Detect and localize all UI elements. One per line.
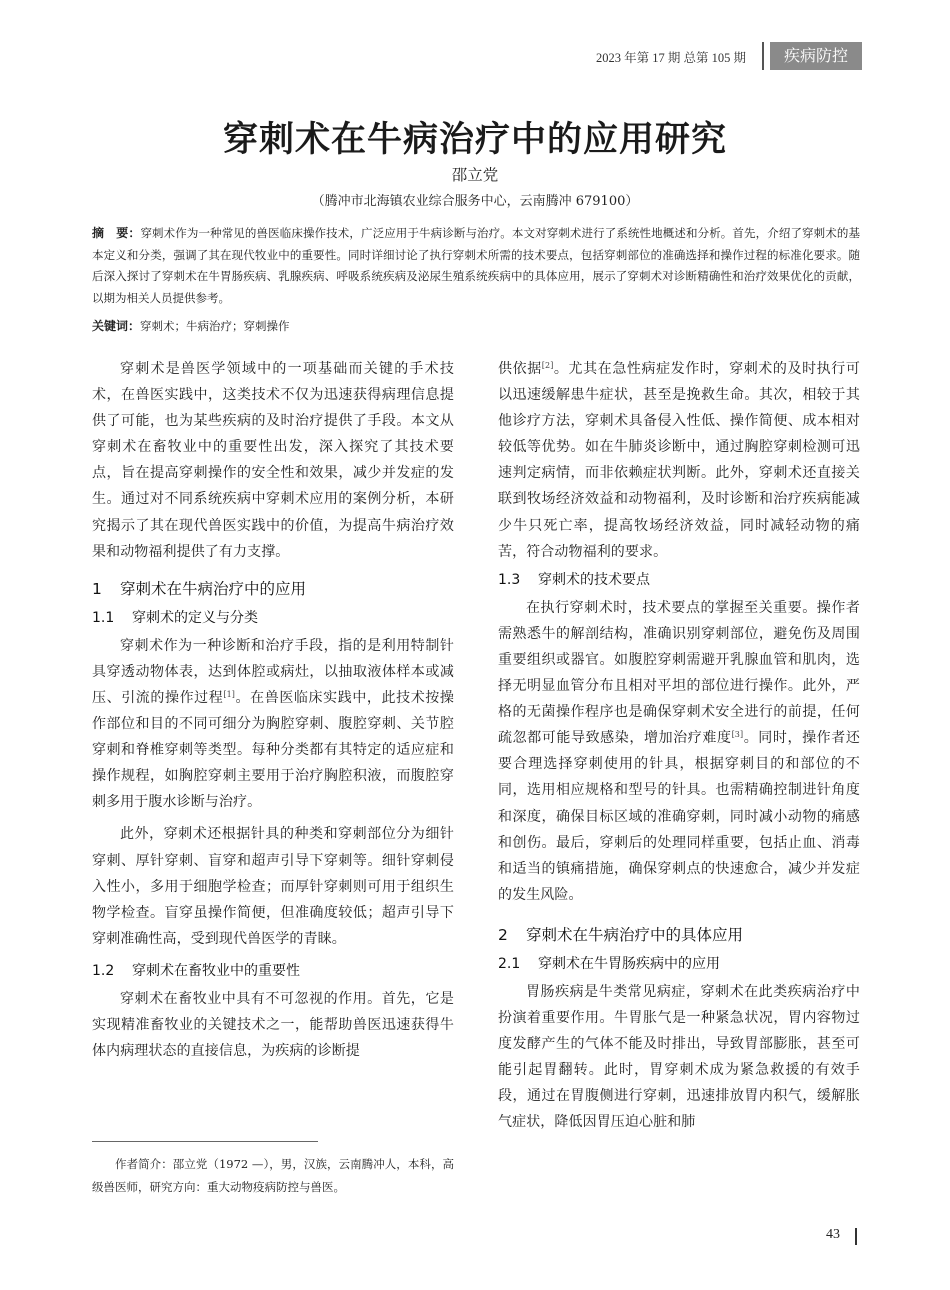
author-name: 邵立党 [451, 166, 499, 184]
footnote-divider [92, 1141, 318, 1142]
citation-ref: [2] [541, 361, 554, 370]
paragraph-text: 。在兽医临床实践中，此技术按操作部位和目的不同可细分为胸腔穿刺、腹腔穿刺、关节腔穿刺和脊椎穿刺等类型。每种分类都有其特定的适应症和操作规程，如胸腔穿刺主要用于治疗胸腔积液，而腹腔穿刺多用于腹水诊断与治疗。 [92, 689, 455, 811]
section-number: 1.3 [498, 571, 521, 588]
keywords-text: 穿刺术；牛病治疗；穿刺操作 [140, 319, 290, 333]
paragraph-text: 。同时，操作者还要合理选择穿刺使用的针具，根据穿刺目的和部位的不同，选用相应规格和型号的针具。也需精确控制进针角度和深度，确保目标区域的准确穿刺，同时减小动物的痛感和创伤。最后，穿刺后的处理同样重要，包括止血、消毒和适当的镇痛措施，确保穿刺点的快速愈合，减少并发症的发生风险。 [498, 730, 860, 903]
abstract-label: 摘 要： [92, 226, 141, 240]
abstract-text: 穿刺术作为一种常见的兽医临床操作技术，广泛应用于牛病诊断与治疗。本文对穿刺术进行了系统性地概述和分析。首先，介绍了穿刺术的基本定义和分类，强调了其在现代牧业中的重要性。同时详细讨论了执行穿刺术所需的技术要点，包括穿刺部位的准确选择和操作过程的标准化要求。随后深入探讨了穿刺术在牛胃肠疾病、乳腺疾病、呼吸系统疾病及泌尿生殖系统疾病中的具体应用，展示了穿刺术对诊断精确性和治疗效果优化的贡献，以期为相关人员提供参考。 [92, 226, 860, 305]
issue-info: 2023 年第 17 期 总第 105 期 [596, 51, 747, 65]
header-divider [762, 42, 764, 70]
paragraph-continued [498, 356, 860, 565]
right-column [498, 356, 860, 1135]
section-1-1-heading [92, 605, 454, 631]
section-title: 穿刺术在牛病治疗中的具体应用 [526, 925, 744, 944]
left-column [92, 356, 454, 1064]
section-2-1-heading [498, 951, 860, 977]
paragraph-text: 。尤其在急性病症发作时，穿刺术的及时执行可以迅速缓解患牛症状，甚至是挽救生命。其次，相较于其他诊疗方法，穿刺术具备侵入性低、操作简便、成本相对较低等优势。如在牛肺炎诊断中，通过胸腔穿刺检测可迅速判定病情，而非依赖症状判断。此外，穿刺术还直接关联到牧场经济效益和动物福利，及时诊断和治疗疾病能减少牛只死亡率，提高牧场经济效益，同时减轻动物的痛苦，符合动物福利的要求。 [498, 361, 860, 560]
paragraph-text: 穿刺术作为一种诊断和治疗手段，指的是利用特制针具穿透动物体表，达到体腔或病灶，以抽取液体样本或减压、引流的操作过程 [92, 637, 454, 706]
section-number: 1.1 [92, 609, 115, 626]
author-affiliation: （腾冲市北海镇农业综合服务中心，云南腾冲 679100） [311, 194, 639, 209]
citation-ref: [3] [731, 730, 744, 740]
page-number: 43 [826, 1227, 840, 1242]
section-1-heading [92, 576, 454, 602]
page-number-bar [855, 1228, 857, 1245]
column-badge: 疾病防控 [770, 42, 862, 70]
author-footnote: 作者简介：邵立党（1972 —），男，汉族，云南腾冲人，本科，高级兽医师，研究方向：重大动物疫病防控与兽医。 [92, 1157, 454, 1194]
paragraph [498, 595, 860, 908]
section-title: 穿刺术的技术要点 [538, 571, 650, 588]
section-2-heading [498, 922, 860, 948]
paragraph: 穿刺术在畜牧业中具有不可忽视的作用。首先，它是实现精准畜牧业的关键技术之一，能帮助兽医迅速获得牛体内病理状态的直接信息，为疾病的诊断提 [92, 990, 454, 1060]
keywords-label: 关键词： [92, 319, 141, 333]
section-title: 穿刺术在牛病治疗中的应用 [120, 579, 307, 598]
section-number: 2.1 [498, 955, 521, 972]
paragraph: 此外，穿刺术还根据针具的种类和穿刺部位分为细针穿刺、厚针穿刺、盲穿和超声引导下穿刺等。细针穿刺侵入性小，多用于细胞学检查；而厚针穿刺则可用于组织生物学检查。盲穿虽操作简便，但准确度较低；超声引导下穿刺准确性高，受到现代兽医学的青睐。 [92, 826, 454, 947]
section-title: 穿刺术在牛胃肠疾病中的应用 [538, 955, 720, 972]
section-number: 1.2 [92, 962, 115, 979]
section-number: 2 [498, 925, 508, 944]
section-1-2-heading [92, 958, 454, 984]
keywords [92, 316, 860, 336]
paragraph-text: 在执行穿刺术时，技术要点的掌握至关重要。操作者需熟悉牛的解剖结构，准确识别穿刺部位，避免伤及周围重要组织或器官。如腹腔穿刺需避开乳腺血管和肌肉，选择无明显血管分布且相对平坦的部位进行操作。此外，严格的无菌操作程序也是确保穿刺术安全进行的前提，任何疏忽都可能导致感染，增加治疗难度 [498, 599, 860, 747]
paragraph: 胃肠疾病是牛类常见病症，穿刺术在此类疾病治疗中扮演着重要作用。牛胃胀气是一种紧急状况，胃内容物过度发酵产生的气体不能及时排出，导致胃部膨胀，甚至可能引起胃翻转。此时，胃穿刺术成为紧急救援的有效手段，通过在胃腹侧进行穿刺，迅速排放胃内积气，缓解胀气症状，降低因胃压迫心脏和肺 [498, 983, 860, 1131]
article-title: 穿刺术在牛病治疗中的应用研究 [222, 120, 727, 160]
section-title: 穿刺术的定义与分类 [132, 609, 258, 626]
paragraph-text: 供依据 [498, 361, 542, 377]
citation-ref: [1] [223, 689, 236, 699]
paragraph [92, 633, 454, 816]
abstract [92, 223, 860, 309]
intro-paragraph: 穿刺术是兽医学领域中的一项基础而关键的手术技术，在兽医实践中，这类技术不仅为迅速获得病理信息提供了可能，也为某些疾病的及时治疗提供了手段。本文从穿刺术在畜牧业中的重要性出发，深入探究了其技术要点，旨在提高穿刺操作的安全性和效果，减少并发症的发生。通过对不同系统疾病中穿刺术应用的案例分析，本研究揭示了其在现代兽医实践中的价值，为提高牛病治疗效果和动物福利提供了有力支撑。 [92, 361, 454, 560]
section-number: 1 [92, 579, 102, 598]
section-title: 穿刺术在畜牧业中的重要性 [132, 962, 300, 979]
section-1-3-heading [498, 567, 860, 593]
